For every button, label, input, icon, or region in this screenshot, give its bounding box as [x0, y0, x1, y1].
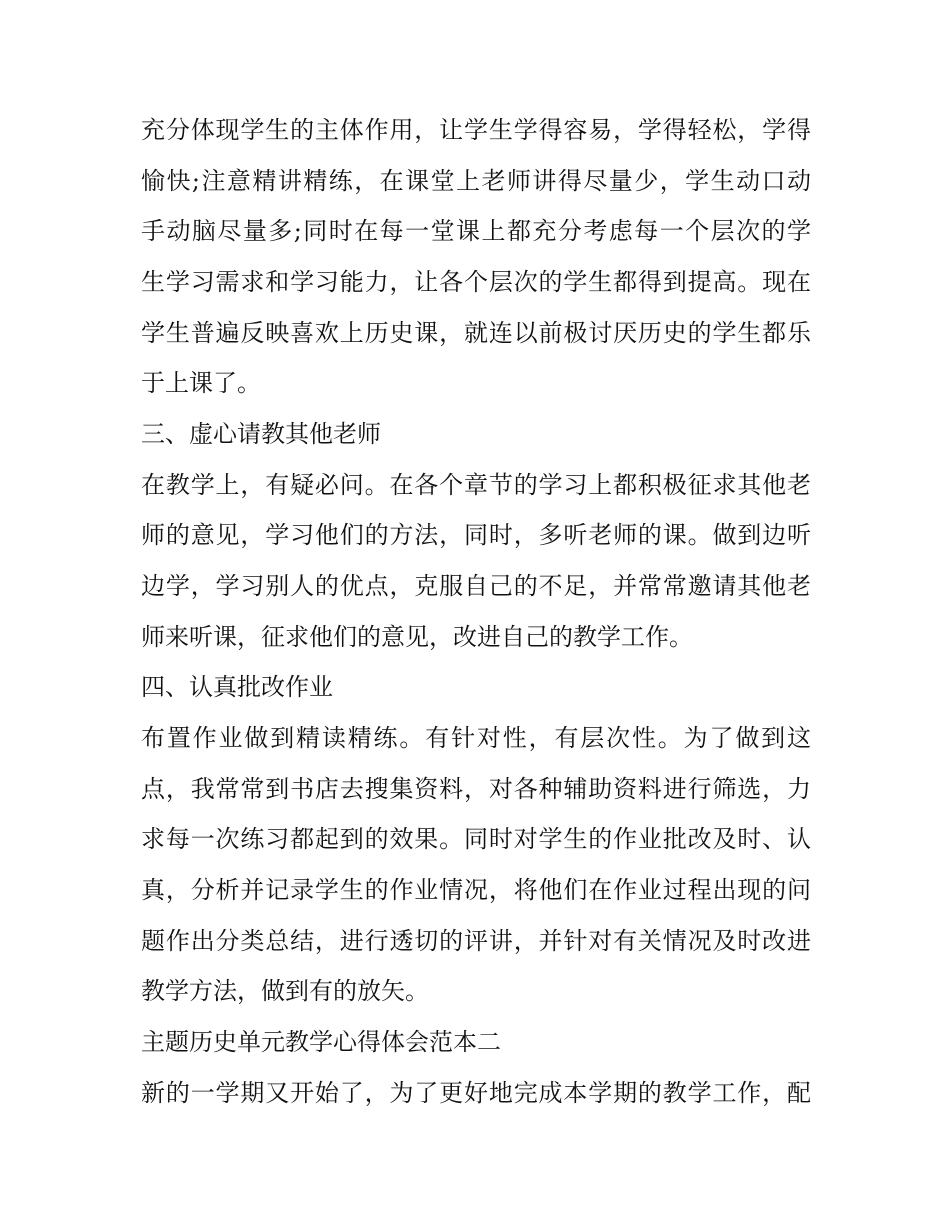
section-heading: 四、认真批改作业 — [141, 673, 333, 701]
text-line: 愉快;注意精讲精练，在课堂上老师讲得尽量少，学生动口动 — [141, 167, 811, 195]
text-line: 题作出分类总结，进行透切的评讲，并针对有关情况及时改进 — [141, 927, 811, 955]
text-line: 真，分析并记录学生的作业情况，将他们在作业过程出现的问 — [141, 876, 811, 904]
text-line: 于上课了。 — [141, 369, 261, 397]
text-line: 教学方法，做到有的放矢。 — [141, 977, 429, 1005]
text-line: 学生普遍反映喜欢上历史课，就连以前极讨厌历史的学生都乐 — [141, 319, 811, 347]
text-line: 手动脑尽量多;同时在每一堂课上都充分考虑每一个层次的学 — [141, 217, 811, 245]
text-line: 布置作业做到精读精练。有针对性，有层次性。为了做到这 — [141, 724, 811, 752]
text-line: 新的一学期又开始了，为了更好地完成本学期的教学工作，配 — [141, 1079, 811, 1107]
text-line: 边学，学习别人的优点，克服自己的不足，并常常邀请其他老 — [141, 572, 811, 600]
section-title: 主题历史单元教学心得体会范本二 — [141, 1028, 501, 1056]
text-line: 在教学上，有疑必问。在各个章节的学习上都积极征求其他老 — [141, 471, 811, 499]
text-line: 生学习需求和学习能力，让各个层次的学生都得到提高。现在 — [141, 268, 811, 296]
text-line: 点，我常常到书店去搜集资料，对各种辅助资料进行筛选，力 — [141, 775, 811, 803]
text-line: 求每一次练习都起到的效果。同时对学生的作业批改及时、认 — [141, 825, 811, 853]
section-heading: 三、虚心请教其他老师 — [141, 420, 381, 448]
text-line: 师来听课，征求他们的意见，改进自己的教学工作。 — [141, 623, 693, 651]
text-line: 充分体现学生的主体作用，让学生学得容易，学得轻松，学得 — [141, 116, 811, 144]
text-line: 师的意见，学习他们的方法，同时，多听老师的课。做到边听 — [141, 521, 811, 549]
